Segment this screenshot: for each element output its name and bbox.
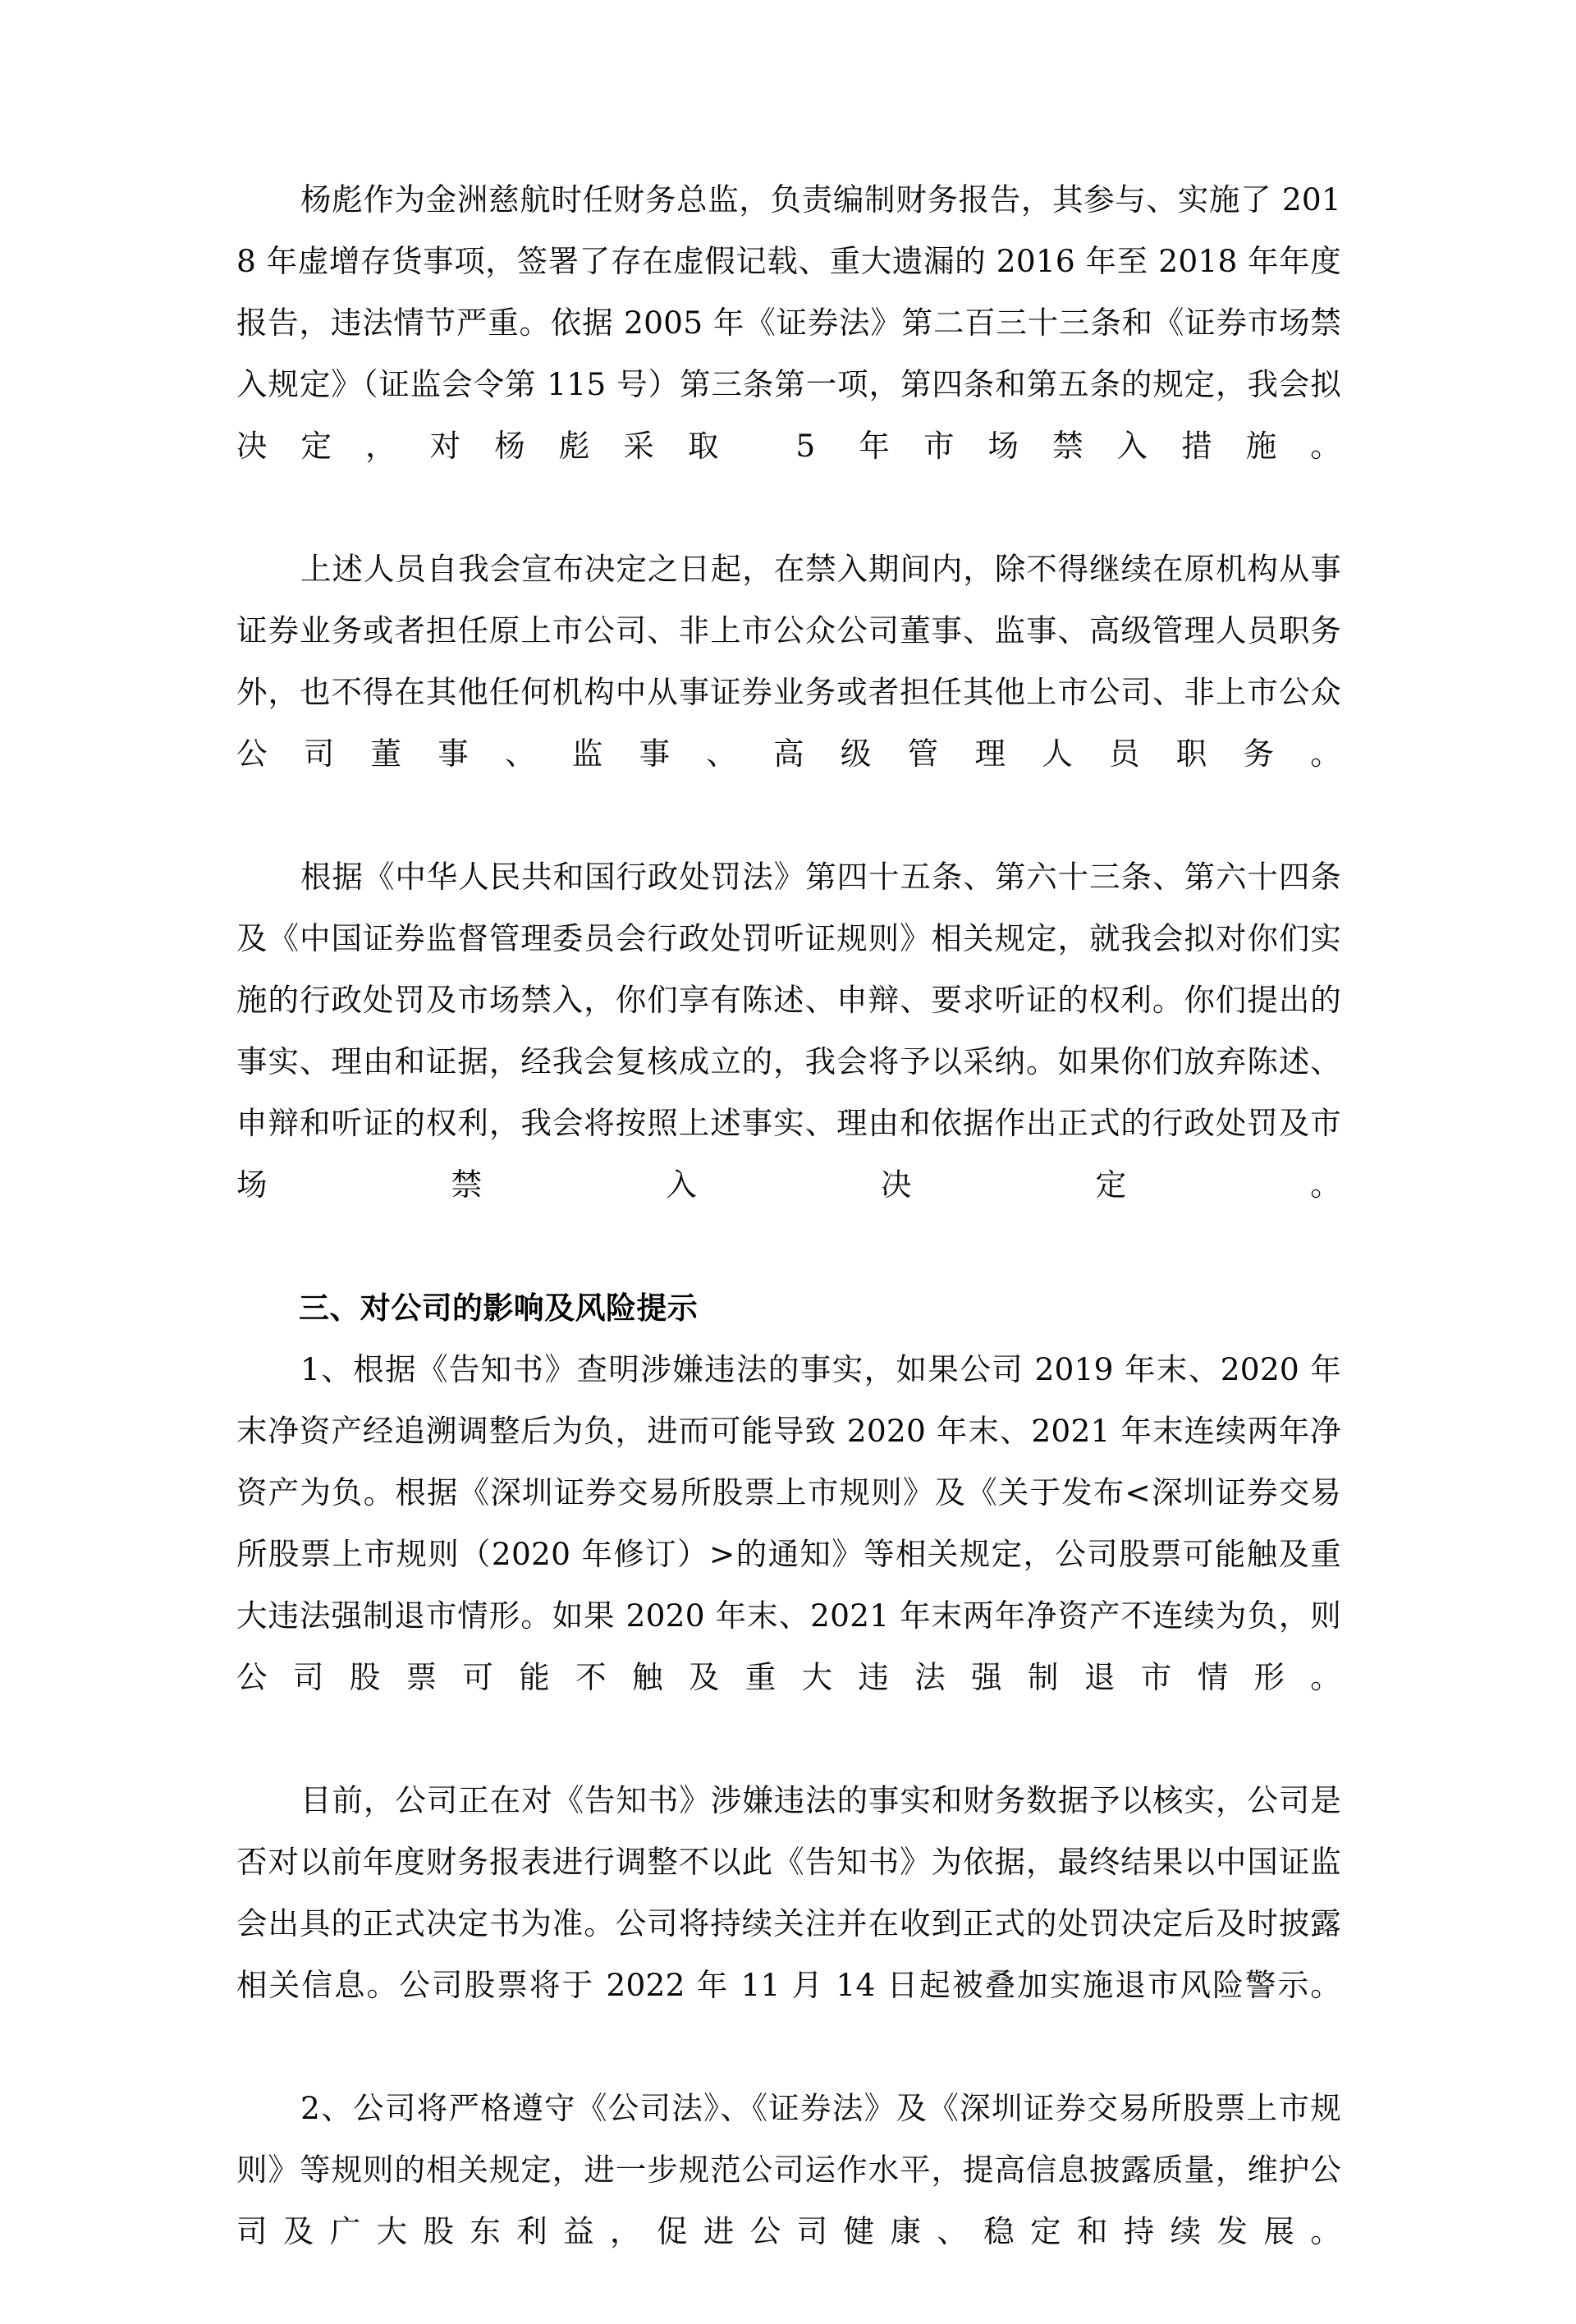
heading-section-three: 三、对公司的影响及风险提示 bbox=[299, 1290, 699, 1326]
paragraph-hearing-rights: 根据《中华人民共和国行政处罚法》第四十五条、第六十三条、第六十四条及《中国证券监督管理委员会行政处罚听证规则》相关规定，就我会拟对你们实施的行政处罚及市场禁入，你们享有陈述、申辩、要求听证的权利。你们提出的事实、理由和证据，经我会复核成立的，我会将予以采纳。如果你们放弃陈述、申辩和听证的权利，我会将按照上述事实、理由和依据作出正式的行政处罚及市场禁入决定。 bbox=[236, 859, 1341, 1203]
paragraph-yang-biao-penalty: 杨彪作为金洲慈航时任财务总监，负责编制财务报告，其参与、实施了 2018 年虚增存货事项，签署了存在虚假记载、重大遗漏的 2016 年至 2018 年年度报告，违法情节严重。依据 2005 年《证券法》第二百三十三条和《证券市场禁入规定》（证监会令第 115 号）第三条第一项，第四条和第五条的规定，我会拟决定，对杨彪采取 5 年市场禁入措施。 bbox=[236, 181, 1341, 464]
paragraph-current-verification: 目前，公司正在对《告知书》涉嫌违法的事实和财务数据予以核实，公司是否对以前年度财务报表进行调整不以此《告知书》为依据，最终结果以中国证监会出具的正式决定书为准。公司将持续关注并在收到正式的处罚决定后及时披露相关信息。公司股票将于 2022 年 11 月 14 日起被叠加实施退市风险警示。 bbox=[236, 1782, 1341, 2003]
document-body bbox=[236, 169, 1341, 2324]
paragraph-item-1-delisting-risk: 1、根据《告知书》查明涉嫌违法的事实，如果公司 2019 年末、2020 年末净资产经追溯调整后为负，进而可能导致 2020 年末、2021 年末连续两年净资产为负。根据《深圳证券交易所股票上市规则》及《关于发布<深圳证券交易所股票上市规则（2020 年修订）>的通知》等相关规定，公司股票可能触及重大违法强制退市情形。如果 2020 年末、2021 年末两年净资产不连续为负，则公司股票可能不触及重大违法强制退市情形。 bbox=[236, 1351, 1341, 1695]
paragraph-item-2-compliance: 2、公司将严格遵守《公司法》、《证券法》及《深圳证券交易所股票上市规则》等规则的相关规定，进一步规范公司运作水平，提高信息披露质量，维护公司及广大股东利益，促进公司健康、稳定和持续发展。 bbox=[236, 2090, 1341, 2249]
paragraph-ban-scope: 上述人员自我会宣布决定之日起，在禁入期间内，除不得继续在原机构从事证券业务或者担任原上市公司、非上市公众公司董事、监事、高级管理人员职务外，也不得在其他任何机构中从事证券业务或者担任其他上市公司、非上市公众公司董事、监事、高级管理人员职务。 bbox=[236, 551, 1341, 772]
